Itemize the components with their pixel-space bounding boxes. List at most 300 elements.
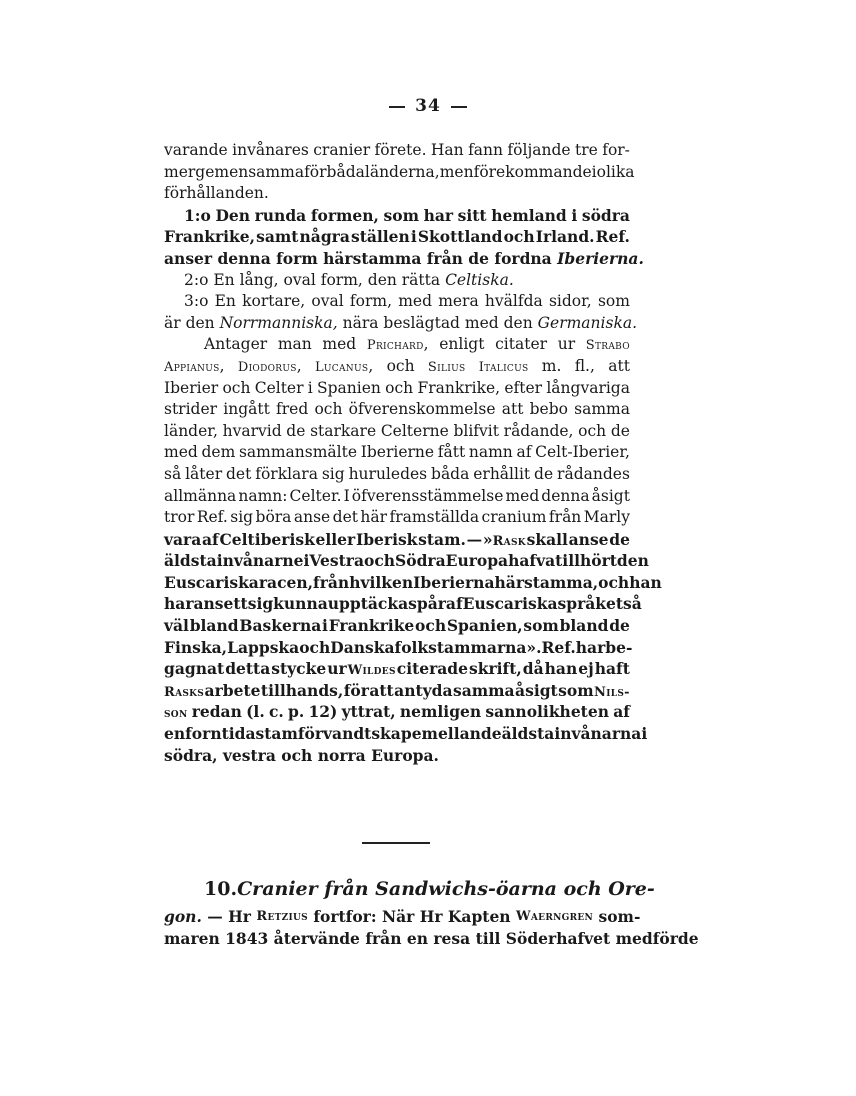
text-line: [164, 378, 630, 400]
word: [453, 421, 499, 443]
word: [515, 680, 558, 702]
text-line: [164, 226, 630, 248]
word-part: länder,: [164, 421, 218, 440]
word: [446, 593, 463, 615]
word-part: äldsta: [501, 724, 555, 744]
word: [381, 421, 449, 443]
word: [558, 680, 593, 702]
word-part: dem: [201, 443, 236, 462]
word: [164, 701, 187, 723]
word: [256, 226, 298, 248]
word-part: Frankrike,: [164, 227, 256, 247]
word: [256, 723, 412, 745]
word: [592, 486, 630, 508]
word: [222, 378, 250, 400]
word-part: fred: [276, 400, 309, 419]
word-part: här: [360, 508, 388, 527]
text-line: [164, 745, 630, 767]
word: [255, 378, 304, 400]
word: [417, 378, 500, 400]
word-part: m.: [541, 356, 562, 375]
section-line-3: [164, 928, 699, 950]
word-part: invånarne: [216, 551, 304, 571]
word: [226, 464, 251, 486]
section-title-line1: Cranier från Sandwichs-öarna och Ore-: [237, 878, 655, 900]
word: [223, 399, 270, 421]
word-part: stamförvandtskap: [255, 724, 412, 744]
word: [467, 529, 483, 551]
word: [495, 572, 599, 594]
word-part: öfverenskommelse: [348, 400, 496, 419]
word: [327, 658, 346, 680]
word-part: några: [299, 227, 350, 247]
text-line: [164, 334, 630, 356]
text-line: [164, 270, 630, 292]
word-part: vara: [164, 529, 202, 549]
word-part: äldsta: [164, 551, 217, 571]
word-part: som: [523, 616, 559, 636]
text-run: — Hr: [201, 907, 257, 926]
word-part: (l.: [246, 702, 265, 722]
word-part: södra: [581, 205, 630, 225]
word: [344, 680, 369, 702]
word-part: förklara: [255, 464, 318, 483]
word-part: eller: [315, 529, 356, 549]
word-part: invånarna: [554, 724, 642, 744]
word: [418, 226, 503, 248]
word-part: och: [314, 400, 343, 419]
word: [290, 486, 342, 508]
word: [164, 637, 227, 659]
word: [369, 680, 393, 702]
word-part: öfverensstämmelse: [351, 486, 504, 505]
section-title-line2: gon.: [164, 907, 202, 926]
word: [164, 658, 224, 680]
word-part: tillhört: [555, 551, 617, 571]
section-line-3-text: maren 1843 återvände från en resa till Söderhafvet medförde: [164, 928, 699, 948]
word: [502, 399, 524, 421]
word: [431, 140, 464, 162]
text-run: är den: [164, 313, 220, 332]
word: [356, 529, 417, 551]
word-part: Rask: [492, 533, 526, 549]
word-part: i: [591, 162, 597, 181]
text-line: [164, 723, 648, 745]
word-part: tror: [164, 508, 195, 527]
word: [576, 637, 605, 659]
word-part: namn: [468, 443, 513, 462]
word-part: med: [164, 443, 198, 462]
page-number-dash-left: [389, 106, 405, 108]
word: [415, 615, 446, 637]
word: [286, 421, 305, 443]
text-line: [164, 572, 662, 594]
word: [349, 399, 496, 421]
word-part: rådandes: [557, 464, 630, 483]
word: [164, 464, 181, 486]
word-part: antyda: [394, 680, 453, 700]
word: [227, 637, 299, 659]
word-part: Europa: [445, 551, 509, 571]
word: [288, 701, 304, 723]
word: [225, 658, 270, 680]
word: [310, 421, 376, 443]
text-line: [164, 615, 630, 637]
word: [327, 162, 365, 184]
word: [164, 507, 194, 529]
word-part: »: [482, 529, 493, 549]
word: [390, 507, 480, 529]
text-run: förhållanden.: [164, 184, 269, 203]
word-part: Prichard: [366, 338, 424, 354]
word-part: racen,: [258, 572, 314, 592]
text-line: [164, 205, 630, 227]
word-part: redan: [191, 702, 242, 722]
word: [596, 226, 630, 248]
word-part: folkstammarna».: [394, 637, 542, 657]
word: [611, 421, 630, 443]
text-line: [164, 593, 642, 615]
text-run: Iberierna.: [557, 248, 644, 268]
word-part: från: [313, 572, 350, 592]
word: [184, 291, 208, 313]
word: [190, 615, 239, 637]
word: [428, 356, 466, 378]
word-part: hemland: [491, 205, 567, 225]
text-run: Germaniska.: [537, 313, 637, 332]
word-part: denna: [541, 486, 590, 505]
word: [546, 378, 630, 400]
text-run: Norrmanniska,: [219, 313, 338, 332]
word-part: och: [503, 227, 535, 247]
word: [350, 291, 392, 313]
text-line: [164, 529, 630, 551]
word: [446, 550, 508, 572]
word: [595, 658, 630, 680]
word-part: af: [202, 529, 219, 549]
word-part: Nils-: [594, 684, 630, 700]
word: [164, 226, 255, 248]
word: [473, 464, 530, 486]
word-part: i: [303, 551, 310, 571]
word: [322, 615, 328, 637]
word: [164, 572, 259, 594]
word-part: de: [609, 529, 630, 549]
word: [259, 572, 313, 594]
word: [387, 356, 415, 378]
word: [164, 486, 236, 508]
word-part: förekommande: [473, 162, 592, 181]
word-part: af: [445, 594, 463, 614]
word: [578, 658, 593, 680]
word: [164, 550, 217, 572]
word: [352, 486, 504, 508]
word-part: Spanien: [317, 378, 381, 397]
word: [574, 399, 630, 421]
word-part: for-: [602, 141, 630, 159]
word-part: sig: [247, 594, 274, 614]
word: [299, 637, 330, 659]
word-part: Diodorus: [237, 359, 297, 375]
word-part: ej: [578, 659, 594, 679]
word-part: i: [322, 616, 328, 636]
word: [311, 205, 379, 227]
word-part: och: [385, 378, 414, 397]
word-part: har: [575, 637, 606, 657]
word: [348, 658, 396, 680]
word-part: tre: [574, 141, 598, 159]
word-part: ur: [557, 335, 576, 354]
word-part: forntida: [185, 724, 256, 744]
word-part: ,: [296, 356, 302, 375]
word-part: för: [343, 680, 369, 700]
word: [193, 593, 247, 615]
word-part: Baskerna: [239, 616, 322, 636]
word-part: sig: [230, 508, 254, 527]
section-heading: [164, 878, 655, 906]
text-line: [164, 399, 630, 421]
word-part: och: [222, 378, 251, 397]
word: [385, 378, 413, 400]
word: [205, 680, 261, 702]
word-part: det: [332, 508, 358, 527]
word: [549, 507, 581, 529]
word: [395, 550, 446, 572]
text-line: [164, 550, 649, 572]
word: [527, 529, 568, 551]
word-part: citerade: [396, 659, 469, 679]
word-part: de: [480, 724, 502, 744]
word: [440, 162, 474, 184]
word: [164, 356, 225, 378]
word: [598, 291, 630, 313]
word-part: Han: [430, 141, 464, 159]
word-part: anse: [568, 529, 609, 549]
word: [530, 399, 568, 421]
word-part: fann: [468, 141, 504, 159]
word: [623, 593, 642, 615]
word-part: låter: [185, 464, 223, 483]
word: [571, 205, 577, 227]
word: [411, 226, 417, 248]
word: [491, 205, 567, 227]
word-part: Ref.: [595, 227, 630, 247]
word: [534, 464, 553, 486]
word-part: och: [598, 572, 630, 592]
word-part: ställen: [350, 227, 410, 247]
word: [361, 442, 434, 464]
word: [322, 464, 345, 486]
word: [597, 162, 635, 184]
word-part: Iberier: [164, 378, 219, 397]
word: [219, 529, 314, 551]
word-part: så: [164, 464, 182, 483]
text-line: [164, 421, 630, 443]
word-part: cranium: [481, 508, 547, 527]
word-part: fått: [437, 443, 466, 462]
word-part: namn:: [238, 486, 288, 505]
word: [311, 291, 343, 313]
word: [504, 226, 535, 248]
word-part: ingått: [223, 400, 270, 419]
word-part: Antager: [204, 335, 268, 354]
word-part: ansett: [193, 594, 248, 614]
text-run: 2:o En lång, oval form, den rätta: [184, 270, 446, 289]
word-part: hafva: [508, 551, 556, 571]
page-number-value: 34: [415, 96, 441, 116]
word-part: båda: [326, 162, 365, 181]
word-part: för: [304, 162, 327, 181]
word-part: Wildes: [347, 663, 396, 679]
word-part: följande: [507, 141, 571, 159]
word-part: i: [307, 378, 313, 397]
word-part: gemensamma: [195, 162, 305, 181]
text-line: [164, 442, 630, 464]
word: [535, 442, 630, 464]
word-part: har: [164, 594, 194, 614]
word: [447, 615, 523, 637]
word-part: med: [505, 486, 540, 505]
page-number: [0, 96, 856, 116]
word: [384, 205, 419, 227]
text-line: [164, 162, 635, 184]
word-part: Danska: [330, 637, 395, 657]
word-part: Frankrike: [328, 616, 415, 636]
word-part: som: [558, 680, 594, 700]
word-part: och: [299, 637, 331, 657]
word-part: väl: [164, 616, 189, 636]
word: [349, 572, 413, 594]
word: [453, 680, 515, 702]
text-line: [164, 313, 637, 335]
word-part: den: [616, 551, 649, 571]
word-part: 12): [308, 702, 338, 722]
word: [578, 421, 606, 443]
word-part: mer: [164, 162, 196, 181]
section-10: [164, 878, 699, 949]
word: [246, 701, 265, 723]
word-part: Marly: [583, 508, 630, 527]
word-part: anse: [293, 508, 331, 527]
word: [364, 550, 395, 572]
word-part: ,: [219, 356, 225, 375]
word: [400, 701, 481, 723]
text-run: fortfor: När Hr Kapten: [307, 907, 516, 926]
word: [164, 593, 193, 615]
word-part: så: [623, 594, 642, 614]
word: [617, 550, 649, 572]
text-line: [164, 637, 633, 659]
word: [185, 723, 255, 745]
text-run: Celtiska.: [445, 270, 514, 289]
word: [605, 637, 632, 659]
text-line: [164, 248, 644, 270]
text-line: [164, 486, 630, 508]
word: [569, 529, 609, 551]
word-part: formen,: [310, 205, 379, 225]
word-part: och: [363, 551, 396, 571]
word-part: invånares: [232, 141, 309, 159]
word: [294, 507, 330, 529]
word: [239, 442, 357, 464]
word-part: Celterne: [380, 421, 449, 440]
word: [273, 593, 328, 615]
word: [217, 550, 304, 572]
word-part: Vestra: [309, 551, 364, 571]
word-part: men: [439, 162, 474, 181]
word: [516, 442, 531, 464]
text-run: som-: [593, 907, 641, 926]
word: [164, 399, 217, 421]
word: [463, 593, 558, 615]
text-line: [164, 680, 630, 702]
word: [424, 205, 453, 227]
word-part: Celt-Iberier,: [535, 443, 630, 462]
word: [313, 140, 370, 162]
word-part: starkare: [310, 421, 377, 440]
word: [204, 334, 267, 356]
word-part: hvarvid: [222, 421, 282, 440]
word: [342, 701, 396, 723]
word: [164, 529, 201, 551]
word: [560, 615, 609, 637]
word: [223, 421, 282, 443]
word: [314, 399, 342, 421]
word: [609, 529, 630, 551]
word-part: Celter.: [289, 486, 342, 505]
word: [594, 680, 630, 702]
word-part: kunna: [273, 594, 328, 614]
word-part: erhållit: [473, 464, 531, 483]
word-part: och: [386, 356, 415, 375]
word-part: härstamma,: [494, 572, 599, 592]
word: [629, 572, 662, 594]
word-part: haft: [594, 659, 630, 679]
word: [328, 593, 408, 615]
word-part: han: [629, 572, 662, 592]
word-part: arbete: [204, 680, 261, 700]
word: [602, 140, 630, 162]
word-part: gagnat: [164, 659, 225, 679]
word: [197, 507, 228, 529]
word: [317, 378, 381, 400]
word-part: skrift,: [469, 659, 522, 679]
text-run: Waerngren: [515, 909, 594, 924]
word-part: Skottland: [417, 227, 503, 247]
word-part: bland: [559, 616, 609, 636]
word-part: Finska,: [164, 637, 228, 657]
word-part: huruledes: [348, 464, 428, 483]
word-part: att: [501, 400, 524, 419]
word-part: tillhands,: [260, 680, 344, 700]
word-part: Celter: [254, 378, 304, 397]
word: [242, 291, 305, 313]
word: [304, 162, 326, 184]
word: [394, 680, 452, 702]
word-part: be-: [605, 637, 633, 657]
word: [608, 356, 630, 378]
word-part: Ref.: [196, 508, 228, 527]
word-part: bland: [189, 616, 239, 636]
word: [542, 637, 576, 659]
word-part: framställda: [389, 508, 480, 527]
word-part: att: [369, 680, 394, 700]
text-line: [164, 140, 630, 162]
word: [575, 140, 598, 162]
word-part: blifvit: [453, 421, 499, 440]
word-part: 3:o: [184, 292, 209, 311]
word: [395, 637, 542, 659]
